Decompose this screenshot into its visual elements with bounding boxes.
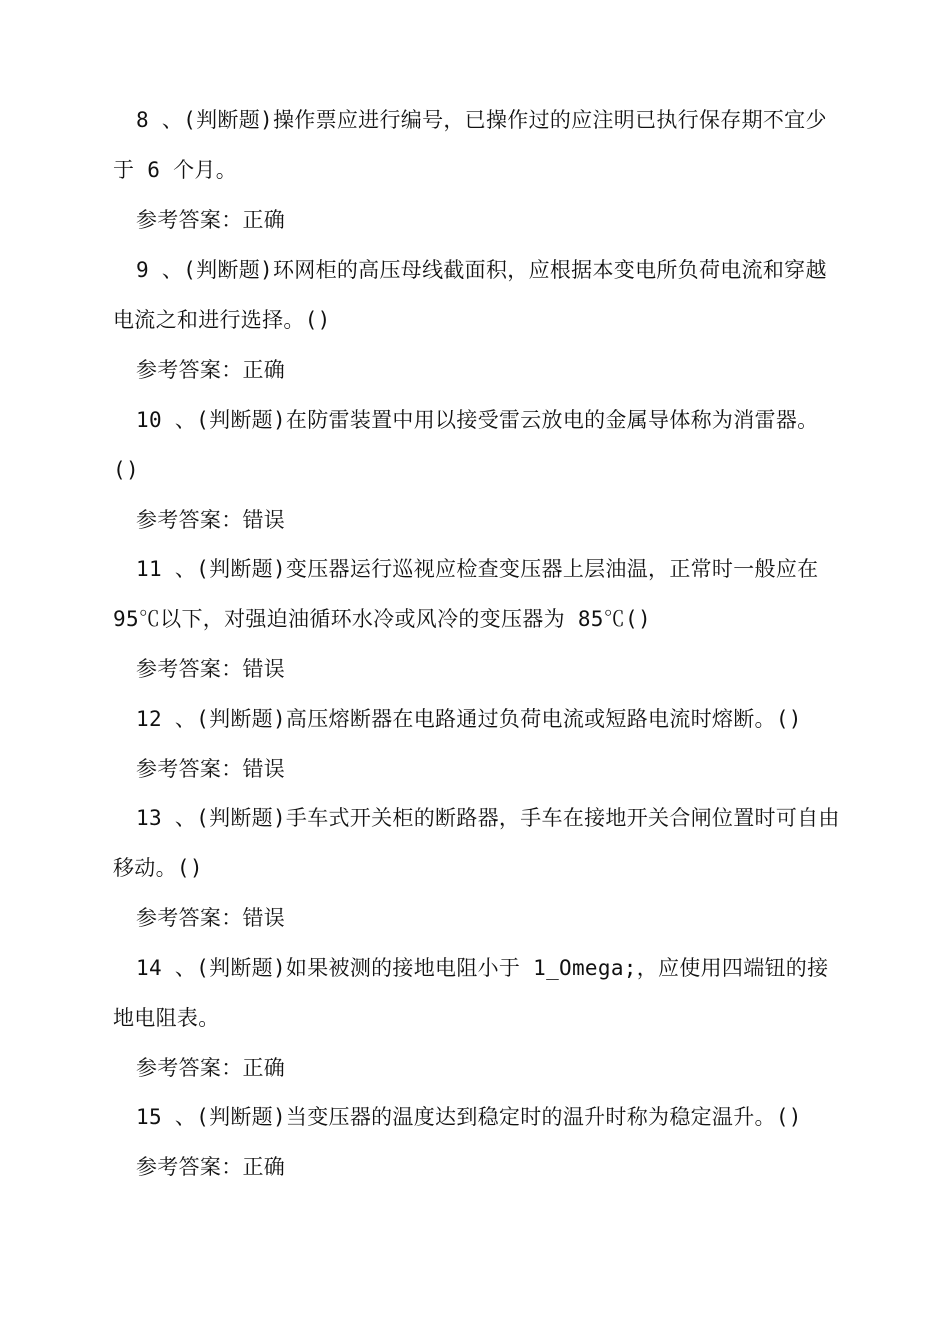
answer-value: 正确 [242,1056,286,1080]
question-14: 14 、(判断题)如果被测的接地电阻小于 1_Omega;，应使用四端钮的接地电阻表。 [113,956,829,1030]
question-9: 9 、(判断题)环网柜的高压母线截面积，应根据本变电所负荷电流和穿越电流之和进行选择。() [113,258,827,332]
question-15: 15 、(判断题)当变压器的温度达到稳定时的温升时称为稳定温升。() [136,1105,802,1129]
answer-value: 正确 [242,358,286,382]
answer-value: 错误 [242,657,286,681]
question-10: 10 、(判断题)在防雷装置中用以接受雷云放电的金属导体称为消雷器。() [113,408,819,482]
answer-value: 正确 [242,208,286,232]
answer-14 [136,1043,285,1093]
question-13: 13 、(判断题)手车式开关柜的断路器，手车在接地开关合闸位置时可自由移动。() [113,806,840,880]
answer-label: 参考答案： [136,906,243,930]
answer-15 [136,1142,285,1192]
answer-label: 参考答案： [136,508,243,532]
answer-12 [136,744,285,794]
answer-10 [136,495,285,545]
answer-13 [136,893,285,943]
answer-label: 参考答案： [136,1155,243,1179]
answer-label: 参考答案： [136,1056,243,1080]
question-11: 11 、(判断题)变压器运行巡视应检查变压器上层油温，正常时一般应在 95℃以下，对强迫油循环水冷或风冷的变压器为 85℃() [113,557,819,631]
question-8: 8 、(判断题)操作票应进行编号，已操作过的应注明已执行保存期不宜少于 6 个月。 [113,108,827,182]
answer-label: 参考答案： [136,757,243,781]
answer-8 [136,195,285,245]
answer-11 [136,644,285,694]
answer-label: 参考答案： [136,208,243,232]
answer-label: 参考答案： [136,657,243,681]
answer-value: 错误 [242,508,286,532]
answer-value: 错误 [242,757,286,781]
question-12: 12 、(判断题)高压熔断器在电路通过负荷电流或短路电流时熔断。() [136,707,802,731]
answer-9 [136,345,285,395]
answer-label: 参考答案： [136,358,243,382]
answer-value: 正确 [242,1155,286,1179]
answer-value: 错误 [242,906,286,930]
